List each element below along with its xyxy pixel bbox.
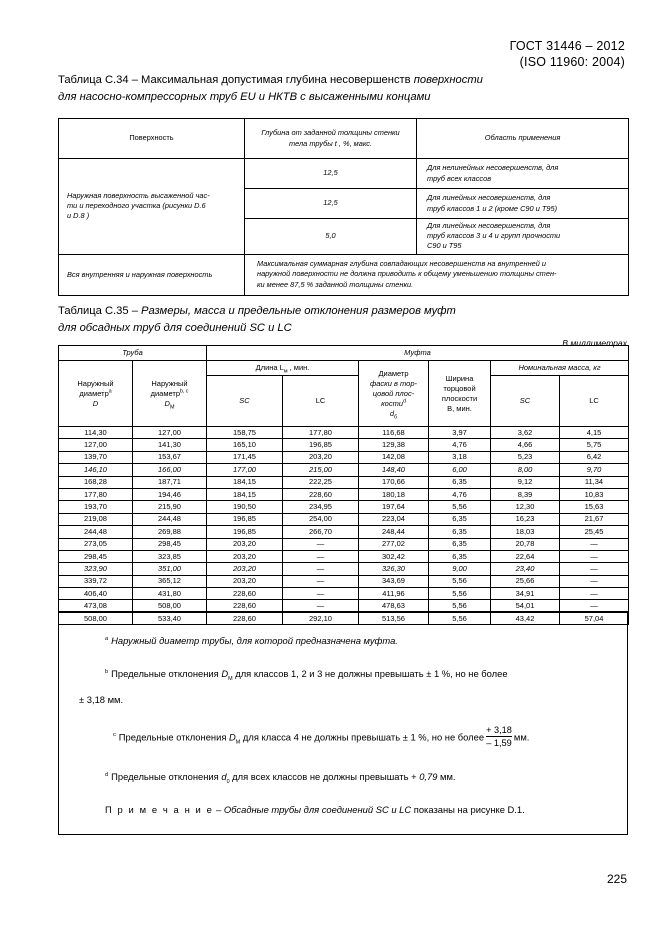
cell-pipe-od: 473,08 — [59, 600, 133, 612]
cell-mass-sc: 5,23 — [491, 451, 560, 463]
cell-chamfer-dia: 197,64 — [359, 501, 429, 513]
cell-mass-lc: — — [560, 550, 629, 562]
footnote-c-symbol: D — [229, 731, 236, 743]
cell-length-lc: 203,20 — [283, 451, 359, 463]
cell-face-width: 5,56 — [429, 501, 491, 513]
cell-face-width: 5,56 — [429, 588, 491, 600]
cell-mass-sc: 25,66 — [491, 575, 560, 587]
cell-mass-lc: — — [560, 588, 629, 600]
cell-coupling-od: 127,00 — [133, 427, 207, 439]
table-row — [59, 159, 629, 189]
cell-length-lc: 266,70 — [283, 526, 359, 538]
application-line2: труб всех классов — [427, 173, 492, 183]
table-c35-caption-line1-italic: Размеры, масса и предельные отклонения размеров муфт — [141, 305, 456, 317]
cell-chamfer-dia: 513,56 — [359, 612, 429, 624]
header-face-width — [429, 361, 491, 427]
cell-face-width: 5,56 — [429, 612, 491, 624]
cell-face-width: 5,56 — [429, 600, 491, 612]
cell-length-lc: 254,00 — [283, 513, 359, 525]
cell-mass-lc: 9,70 — [560, 464, 629, 476]
cell-coupling-od: 323,85 — [133, 550, 207, 562]
table-row — [59, 575, 629, 587]
cell-mass-lc: 6,42 — [560, 451, 629, 463]
cell-face-width: 6,35 — [429, 513, 491, 525]
cell-coupling-od: 533,40 — [133, 612, 207, 624]
cell-mass-lc: 4,15 — [560, 427, 629, 439]
cell-chamfer-dia: 248,44 — [359, 526, 429, 538]
group-header-pipe: Труба — [59, 346, 207, 361]
cell-application — [417, 189, 629, 219]
cell-length-lc: — — [283, 600, 359, 612]
footnote-c-text3: мм. — [513, 731, 530, 743]
cell-chamfer-dia: 411,96 — [359, 588, 429, 600]
standard-number: ГОСТ 31446 – 2012 — [509, 39, 625, 53]
cell-pipe-od: 244,48 — [59, 526, 133, 538]
cell-length-lc: 234,95 — [283, 501, 359, 513]
summary-line3: ки менее 87,5 % заданной толщины стенки. — [257, 279, 414, 289]
cell-chamfer-dia: 302,42 — [359, 550, 429, 562]
coupling-od-symbol: D — [164, 398, 170, 408]
table-c35-group-header-row — [59, 346, 629, 361]
cell-chamfer-dia: 170,66 — [359, 476, 429, 488]
header-mass-sc — [491, 376, 560, 427]
coupling-od-line2: диаметр — [150, 388, 181, 398]
cell-chamfer-dia: 277,02 — [359, 538, 429, 550]
cell-length-sc: 196,85 — [207, 513, 283, 525]
surface-line2: ти и переходного участка (рисунки D.6 — [67, 201, 206, 211]
cell-chamfer-dia: 129,38 — [359, 439, 429, 451]
length-tail: , мин. — [287, 363, 310, 372]
footnote-c-marker: c — [113, 732, 116, 739]
cell-face-width: 6,00 — [429, 464, 491, 476]
iso-reference: (ISO 11960: 2004) — [519, 55, 625, 69]
tolerance-fraction — [486, 725, 512, 749]
table-row — [59, 563, 629, 575]
coupling-od-subscript: M — [169, 404, 175, 410]
note-italic-text: Обсадные трубы для соединений SC и LC — [223, 804, 412, 815]
cell-length-lc: — — [283, 575, 359, 587]
cell-mass-lc: 25,45 — [560, 526, 629, 538]
cell-coupling-od: 351,00 — [133, 563, 207, 575]
cell-coupling-od: 215,90 — [133, 501, 207, 513]
cell-coupling-od: 194,46 — [133, 488, 207, 500]
cell-mass-sc: 4,66 — [491, 439, 560, 451]
units-note: В миллиметрах — [562, 338, 627, 348]
footnote-c — [79, 726, 607, 750]
cell-mass-sc: 54,01 — [491, 600, 560, 612]
header-application-label: Область применения — [484, 133, 561, 143]
table-row — [59, 451, 629, 463]
header-pipe-outer-diameter — [59, 361, 133, 427]
table-row — [59, 526, 629, 538]
chamfer-symbol-subscript: б — [394, 414, 398, 420]
footnote-b-text2: для классов 1, 2 и 3 не должны превышать ± 1 %, но не более — [232, 668, 508, 679]
cell-length-sc: 171,45 — [207, 451, 283, 463]
footnote-d-text2: для всех классов не должны превышать + — [229, 771, 420, 782]
footnote-marker-d: d — [403, 398, 406, 404]
footnote-note — [79, 803, 607, 816]
header-depth — [245, 119, 417, 159]
width-line4: B, мин. — [447, 403, 472, 413]
page-number: 225 — [606, 872, 627, 886]
footnote-d — [79, 770, 607, 783]
footnote-b-symbol: D — [221, 668, 229, 679]
application-line1: Для нелинейных несовершенств, для — [427, 163, 559, 173]
table-c34-caption-line1: Таблица С.34 – Максимальная допустимая глубина несовершенств — [58, 74, 414, 86]
chamfer-line3: цовой плос- — [372, 388, 415, 398]
cell-coupling-od: 508,00 — [133, 600, 207, 612]
cell-mass-sc: 20,78 — [491, 538, 560, 550]
cell-chamfer-dia: 343,69 — [359, 575, 429, 587]
footnote-c-text2: для класса 4 не должны превышать ± 1 %, но не более — [240, 731, 485, 743]
cell-pipe-od: 323,90 — [59, 563, 133, 575]
cell-length-lc: 222,25 — [283, 476, 359, 488]
cell-length-sc: 228,60 — [207, 588, 283, 600]
cell-mass-lc: 57,04 — [560, 612, 629, 624]
cell-pipe-od: 298,45 — [59, 550, 133, 562]
cell-mass-sc: 18,03 — [491, 526, 560, 538]
footnote-a-text: Наружный диаметр трубы, для которой предназначена муфта. — [111, 635, 398, 646]
cell-pipe-od: 219,08 — [59, 513, 133, 525]
cell-surface-outer — [59, 159, 245, 255]
footnote-c-text1: Предельные отклонения — [118, 731, 230, 743]
table-c34 — [58, 118, 629, 296]
cell-mass-sc: 22,64 — [491, 550, 560, 562]
footnote-d-text3: мм. — [437, 771, 456, 782]
mass-sc-label: SC — [519, 396, 531, 405]
table-row — [59, 476, 629, 488]
length-label: Длина L — [255, 363, 284, 372]
pipe-od-symbol: D — [92, 398, 99, 408]
header-depth-line1: Глубина от заданной толщины стенки — [261, 128, 400, 138]
table-row — [59, 427, 629, 439]
cell-face-width: 6,35 — [429, 526, 491, 538]
width-line3: плоскости — [441, 393, 478, 403]
cell-chamfer-dia: 326,30 — [359, 563, 429, 575]
table-row — [59, 501, 629, 513]
cell-coupling-od: 269,88 — [133, 526, 207, 538]
cell-pipe-od: 406,40 — [59, 588, 133, 600]
header-application — [417, 119, 629, 159]
footnote-a-marker: a — [105, 635, 109, 642]
cell-mass-lc: 5,75 — [560, 439, 629, 451]
cell-pipe-od: 114,30 — [59, 427, 133, 439]
pipe-od-line1: Наружный — [77, 378, 114, 388]
cell-length-sc: 203,20 — [207, 563, 283, 575]
cell-mass-sc: 16,23 — [491, 513, 560, 525]
note-tail-text: показаны на рисунке D.1. — [411, 804, 525, 815]
cell-mass-lc: 11,34 — [560, 476, 629, 488]
table-row — [59, 464, 629, 476]
cell-length-sc: 203,20 — [207, 550, 283, 562]
table-row — [59, 513, 629, 525]
table-c34-caption-line2: для насосно-компрессорных труб EU и НКТВ с высаженными концами — [58, 90, 431, 103]
cell-mass-lc: — — [560, 538, 629, 550]
cell-coupling-od: 166,00 — [133, 464, 207, 476]
table-row-summary — [59, 254, 629, 295]
table-row — [59, 550, 629, 562]
table-c34-header-row — [59, 119, 629, 159]
summary-line1: Максимальная суммарная глубина совпадающих несовершенств на внутренней и — [257, 258, 547, 268]
chamfer-line4: кости — [381, 398, 403, 408]
cell-length-sc: 158,75 — [207, 427, 283, 439]
footnote-d-marker: d — [105, 771, 109, 778]
cell-pipe-od: 273,05 — [59, 538, 133, 550]
surface-line3: и D.8 ) — [67, 211, 90, 221]
cell-length-lc: 215,00 — [283, 464, 359, 476]
cell-coupling-od: 244,48 — [133, 513, 207, 525]
surface-line1: Наружная поверхность высаженной час- — [67, 191, 210, 200]
group-header-coupling: Муфта — [207, 346, 629, 361]
cell-coupling-od: 187,71 — [133, 476, 207, 488]
footnote-b-text3: ± 3,18 мм. — [79, 694, 124, 705]
cell-length-sc: 228,60 — [207, 600, 283, 612]
width-line2: торцовой — [443, 383, 476, 393]
cell-length-sc: 228,60 — [207, 612, 283, 624]
cell-length-sc: 184,15 — [207, 476, 283, 488]
cell-face-width: 6,35 — [429, 538, 491, 550]
cell-face-width: 9,00 — [429, 563, 491, 575]
cell-mass-sc: 8,39 — [491, 488, 560, 500]
cell-length-lc: — — [283, 563, 359, 575]
cell-application — [417, 219, 629, 255]
cell-surface-all: Вся внутренняя и наружная поверхность — [59, 254, 245, 295]
header-mass-lc: LC — [560, 376, 629, 427]
table-row — [59, 538, 629, 550]
application-line1: Для линейных несовершенств, для — [427, 193, 551, 203]
cell-mass-lc: 21,67 — [560, 513, 629, 525]
footnote-c-symbol-subscript: M — [235, 739, 241, 746]
cell-pipe-od: 193,70 — [59, 501, 133, 513]
cell-pipe-od: 508,00 — [59, 612, 133, 624]
cell-application — [417, 159, 629, 189]
footnote-d-symbol: d — [221, 771, 227, 782]
footnote-d-text1: Предельные отклонения — [111, 771, 222, 782]
cell-face-width: 4,76 — [429, 439, 491, 451]
sub-header-length — [207, 361, 359, 376]
pipe-od-line2: диаметр — [79, 388, 109, 398]
cell-coupling-od: 141,30 — [133, 439, 207, 451]
cell-length-sc: 196,85 — [207, 526, 283, 538]
footnote-d-symbol-subscript: 0 — [226, 778, 230, 785]
cell-length-lc: 196,85 — [283, 439, 359, 451]
tolerance-lower: – 1,59 — [486, 738, 512, 748]
cell-length-lc: — — [283, 588, 359, 600]
table-c35-caption-line1: Таблица С.35 – — [58, 305, 142, 317]
cell-chamfer-dia: 142,08 — [359, 451, 429, 463]
cell-mass-lc: 15,63 — [560, 501, 629, 513]
chamfer-symbol: d — [389, 408, 395, 418]
cell-mass-sc: 43,42 — [491, 612, 560, 624]
summary-line2: наружной поверхности не должна приводить к общему уменьшению толщины стен- — [257, 269, 557, 279]
cell-mass-lc: 10,83 — [560, 488, 629, 500]
cell-chamfer-dia: 148,40 — [359, 464, 429, 476]
cell-mass-lc: — — [560, 575, 629, 587]
cell-pipe-od: 127,00 — [59, 439, 133, 451]
cell-mass-sc: 23,40 — [491, 563, 560, 575]
cell-depth: 12,5 — [245, 159, 417, 189]
footnote-b-symbol-subscript: M — [228, 675, 233, 682]
footnote-marker-a: a — [108, 388, 112, 394]
document-header — [510, 38, 625, 70]
cell-length-sc: 184,15 — [207, 488, 283, 500]
footnote-b-text1: Предельные отклонения — [111, 668, 222, 679]
cell-summary-note — [245, 254, 629, 295]
length-sc-label: SC — [239, 396, 250, 405]
cell-face-width: 6,35 — [429, 550, 491, 562]
cell-coupling-od: 431,80 — [133, 588, 207, 600]
cell-mass-sc: 3,62 — [491, 427, 560, 439]
cell-length-lc: 292,10 — [283, 612, 359, 624]
cell-mass-sc: 8,00 — [491, 464, 560, 476]
header-surface: Поверхность — [59, 119, 245, 159]
header-coupling-outer-diameter — [133, 361, 207, 427]
cell-length-sc: 203,20 — [207, 538, 283, 550]
cell-pipe-od: 339,72 — [59, 575, 133, 587]
chamfer-line1: Диаметр — [378, 368, 409, 378]
footnote-marker-bc: b, c — [180, 388, 189, 394]
table-row — [59, 439, 629, 451]
table-c35-footnotes — [58, 611, 628, 835]
width-line1: Ширина — [445, 373, 474, 383]
cell-coupling-od: 298,45 — [133, 538, 207, 550]
footnote-d-value: 0,79 — [419, 771, 438, 782]
cell-pipe-od: 146,10 — [59, 464, 133, 476]
table-c34-caption-line1-italic: поверхности — [413, 74, 483, 86]
table-c34-caption — [58, 72, 625, 105]
table-c35-caption-line2: для обсадных труб для соединений SC и LC — [58, 321, 292, 334]
cell-mass-sc: 9,12 — [491, 476, 560, 488]
cell-coupling-od: 365,12 — [133, 575, 207, 587]
footnote-b-marker: b — [105, 668, 109, 675]
header-length-lc: LC — [283, 376, 359, 427]
note-label: П р и м е ч а н и е — [105, 804, 214, 815]
cell-chamfer-dia: 223,04 — [359, 513, 429, 525]
cell-coupling-od: 153,67 — [133, 451, 207, 463]
table-row — [59, 488, 629, 500]
cell-mass-sc: 12,30 — [491, 501, 560, 513]
cell-face-width: 6,35 — [429, 476, 491, 488]
application-line2: труб классов 1 и 2 (кроме С90 и Т95) — [427, 203, 558, 213]
application-line3: С90 и Т95 — [427, 241, 462, 251]
header-length-sc — [207, 376, 283, 427]
cell-depth: 5,0 — [245, 219, 417, 255]
cell-length-sc: 177,00 — [207, 464, 283, 476]
cell-chamfer-dia: 180,18 — [359, 488, 429, 500]
length-subscript: м — [283, 368, 288, 375]
cell-length-sc: 203,20 — [207, 575, 283, 587]
application-line1: Для линейных несовершенств, для — [427, 221, 551, 230]
header-depth-line2: тела трубы t , %, макс. — [288, 138, 373, 148]
header-chamfer-diameter — [359, 361, 429, 427]
cell-length-sc: 190,50 — [207, 501, 283, 513]
cell-face-width: 4,76 — [429, 488, 491, 500]
cell-face-width: 5,56 — [429, 575, 491, 587]
cell-face-width: 3,18 — [429, 451, 491, 463]
cell-length-lc: — — [283, 538, 359, 550]
note-dash: – — [213, 804, 224, 815]
footnote-a — [79, 634, 607, 647]
application-line2: труб классов 3 и 4 и групп прочности — [427, 231, 561, 241]
table-c35-caption — [58, 303, 625, 336]
table-c35 — [58, 345, 629, 625]
table-row — [59, 588, 629, 600]
cell-depth: 12,5 — [245, 189, 417, 219]
cell-face-width: 3,97 — [429, 427, 491, 439]
coupling-od-line1: Наружный — [151, 378, 188, 388]
cell-mass-lc: — — [560, 563, 629, 575]
sub-header-nominal-mass: Номинальная масса, кг — [491, 361, 629, 376]
cell-chamfer-dia: 478,63 — [359, 600, 429, 612]
cell-pipe-od: 139,70 — [59, 451, 133, 463]
cell-length-sc: 165,10 — [207, 439, 283, 451]
cell-length-lc: 177,80 — [283, 427, 359, 439]
chamfer-line2: фаски в тор- — [370, 378, 417, 388]
cell-pipe-od: 177,80 — [59, 488, 133, 500]
table-c35-sub-header-row — [59, 361, 629, 376]
footnote-b — [79, 667, 607, 706]
cell-length-lc: 228,60 — [283, 488, 359, 500]
cell-length-lc: — — [283, 550, 359, 562]
cell-chamfer-dia: 116,68 — [359, 427, 429, 439]
cell-pipe-od: 168,28 — [59, 476, 133, 488]
cell-mass-lc: — — [560, 600, 629, 612]
tolerance-upper: + 3,18 — [486, 725, 512, 735]
cell-mass-sc: 34,91 — [491, 588, 560, 600]
